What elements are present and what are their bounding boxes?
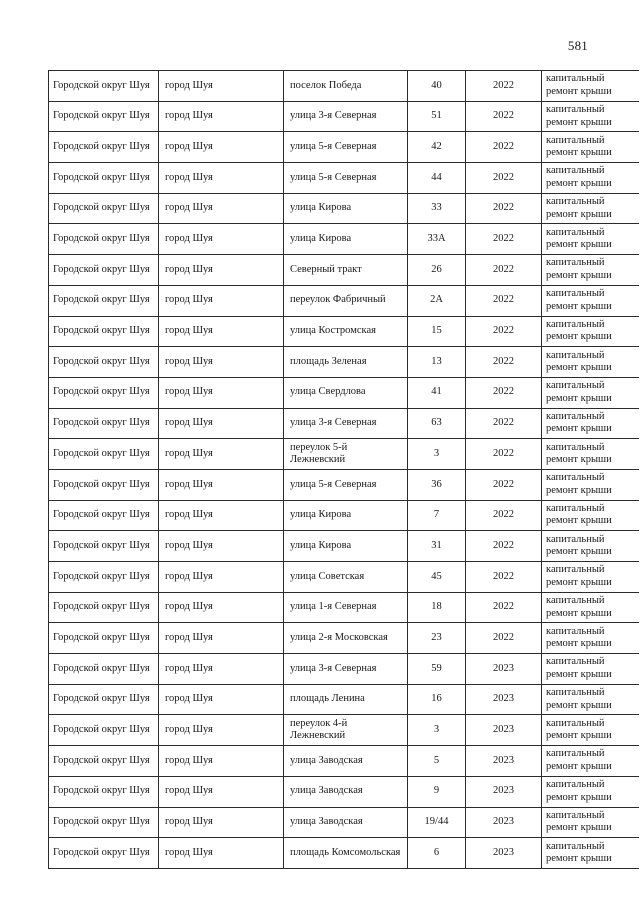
year-cell: 2022 xyxy=(466,469,542,500)
city-cell: город Шуя xyxy=(159,285,284,316)
work-type-cell: капитальный ремонт крыши xyxy=(542,469,639,500)
work-type-cell: капитальный ремонт крыши xyxy=(542,316,639,347)
street-cell: площадь Комсомольская xyxy=(284,838,408,869)
house-number-cell: 31 xyxy=(408,531,466,562)
district-cell: Городской округ Шуя xyxy=(49,408,159,439)
city-cell: город Шуя xyxy=(159,469,284,500)
table-row xyxy=(49,439,639,470)
district-cell: Городской округ Шуя xyxy=(49,684,159,715)
street-cell: улица Кирова xyxy=(284,531,408,562)
table-row xyxy=(49,776,639,807)
table-row xyxy=(49,838,639,869)
house-number-cell: 33 xyxy=(408,193,466,224)
street-cell: улица Советская xyxy=(284,562,408,593)
work-type-cell: капитальный ремонт крыши xyxy=(542,71,639,102)
table-row xyxy=(49,255,639,286)
street-cell: улица Свердлова xyxy=(284,377,408,408)
district-cell: Городской округ Шуя xyxy=(49,531,159,562)
year-cell: 2022 xyxy=(466,500,542,531)
city-cell: город Шуя xyxy=(159,776,284,807)
work-type-cell: капитальный ремонт крыши xyxy=(542,776,639,807)
city-cell: город Шуя xyxy=(159,101,284,132)
city-cell: город Шуя xyxy=(159,408,284,439)
year-cell: 2023 xyxy=(466,776,542,807)
house-number-cell: 33А xyxy=(408,224,466,255)
page-number: 581 xyxy=(567,38,588,53)
street-cell: переулок Фабричный xyxy=(284,285,408,316)
district-cell: Городской округ Шуя xyxy=(49,285,159,316)
year-cell: 2022 xyxy=(466,71,542,102)
table-row xyxy=(49,347,639,378)
street-cell: улица Заводская xyxy=(284,807,408,838)
table-row xyxy=(49,715,639,746)
year-cell: 2022 xyxy=(466,132,542,163)
house-number-cell: 51 xyxy=(408,101,466,132)
city-cell: город Шуя xyxy=(159,592,284,623)
year-cell: 2022 xyxy=(466,562,542,593)
table-row xyxy=(49,807,639,838)
table-row xyxy=(49,132,639,163)
house-number-cell: 63 xyxy=(408,408,466,439)
year-cell: 2022 xyxy=(466,255,542,286)
city-cell: город Шуя xyxy=(159,623,284,654)
city-cell: город Шуя xyxy=(159,715,284,746)
house-number-cell: 42 xyxy=(408,132,466,163)
work-type-cell: капитальный ремонт крыши xyxy=(542,684,639,715)
district-cell: Городской округ Шуя xyxy=(49,224,159,255)
house-number-cell: 45 xyxy=(408,562,466,593)
work-type-cell: капитальный ремонт крыши xyxy=(542,377,639,408)
house-number-cell: 3 xyxy=(408,715,466,746)
street-cell: улица Кирова xyxy=(284,193,408,224)
year-cell: 2023 xyxy=(466,838,542,869)
year-cell: 2022 xyxy=(466,623,542,654)
street-cell: переулок 4-й Лежневский xyxy=(284,715,408,746)
year-cell: 2023 xyxy=(466,746,542,777)
work-type-cell: капитальный ремонт крыши xyxy=(542,132,639,163)
city-cell: город Шуя xyxy=(159,654,284,685)
year-cell: 2022 xyxy=(466,101,542,132)
work-type-cell: капитальный ремонт крыши xyxy=(542,746,639,777)
house-number-cell: 59 xyxy=(408,654,466,685)
city-cell: город Шуя xyxy=(159,439,284,470)
district-cell: Городской округ Шуя xyxy=(49,377,159,408)
street-cell: улица 3-я Северная xyxy=(284,654,408,685)
work-type-cell: капитальный ремонт крыши xyxy=(542,592,639,623)
district-cell: Городской округ Шуя xyxy=(49,163,159,194)
house-number-cell: 2А xyxy=(408,285,466,316)
work-type-cell: капитальный ремонт крыши xyxy=(542,623,639,654)
house-number-cell: 44 xyxy=(408,163,466,194)
city-cell: город Шуя xyxy=(159,377,284,408)
city-cell: город Шуя xyxy=(159,71,284,102)
work-type-cell: капитальный ремонт крыши xyxy=(542,838,639,869)
work-type-cell: капитальный ремонт крыши xyxy=(542,562,639,593)
city-cell: город Шуя xyxy=(159,316,284,347)
year-cell: 2023 xyxy=(466,715,542,746)
work-type-cell: капитальный ремонт крыши xyxy=(542,285,639,316)
street-cell: улица 5-я Северная xyxy=(284,163,408,194)
year-cell: 2022 xyxy=(466,163,542,194)
district-cell: Городской округ Шуя xyxy=(49,347,159,378)
work-type-cell: капитальный ремонт крыши xyxy=(542,500,639,531)
district-cell: Городской округ Шуя xyxy=(49,101,159,132)
work-type-cell: капитальный ремонт крыши xyxy=(542,531,639,562)
house-number-cell: 3 xyxy=(408,439,466,470)
work-type-cell: капитальный ремонт крыши xyxy=(542,347,639,378)
city-cell: город Шуя xyxy=(159,132,284,163)
street-cell: площадь Зеленая xyxy=(284,347,408,378)
table-row xyxy=(49,316,639,347)
city-cell: город Шуя xyxy=(159,255,284,286)
district-cell: Городской округ Шуя xyxy=(49,807,159,838)
street-cell: улица 3-я Северная xyxy=(284,101,408,132)
district-cell: Городской округ Шуя xyxy=(49,439,159,470)
district-cell: Городской округ Шуя xyxy=(49,562,159,593)
street-cell: Северный тракт xyxy=(284,255,408,286)
work-type-cell: капитальный ремонт крыши xyxy=(542,193,639,224)
street-cell: площадь Ленина xyxy=(284,684,408,715)
table-row xyxy=(49,623,639,654)
table-row xyxy=(49,285,639,316)
work-type-cell: капитальный ремонт крыши xyxy=(542,715,639,746)
street-cell: улица Заводская xyxy=(284,746,408,777)
district-cell: Городской округ Шуя xyxy=(49,654,159,685)
district-cell: Городской округ Шуя xyxy=(49,623,159,654)
year-cell: 2022 xyxy=(466,531,542,562)
house-number-cell: 6 xyxy=(408,838,466,869)
district-cell: Городской округ Шуя xyxy=(49,838,159,869)
street-cell: улица 3-я Северная xyxy=(284,408,408,439)
city-cell: город Шуя xyxy=(159,684,284,715)
table-row xyxy=(49,469,639,500)
work-type-cell: капитальный ремонт крыши xyxy=(542,163,639,194)
district-cell: Городской округ Шуя xyxy=(49,469,159,500)
street-cell: улица 5-я Северная xyxy=(284,132,408,163)
year-cell: 2022 xyxy=(466,347,542,378)
street-cell: улица Кирова xyxy=(284,500,408,531)
house-number-cell: 9 xyxy=(408,776,466,807)
house-number-cell: 19/44 xyxy=(408,807,466,838)
year-cell: 2023 xyxy=(466,684,542,715)
year-cell: 2023 xyxy=(466,807,542,838)
table-row xyxy=(49,408,639,439)
city-cell: город Шуя xyxy=(159,347,284,378)
work-type-cell: капитальный ремонт крыши xyxy=(542,101,639,132)
table-row xyxy=(49,224,639,255)
city-cell: город Шуя xyxy=(159,500,284,531)
table-row xyxy=(49,193,639,224)
city-cell: город Шуя xyxy=(159,531,284,562)
house-number-cell: 36 xyxy=(408,469,466,500)
table-row xyxy=(49,101,639,132)
district-cell: Городской округ Шуя xyxy=(49,71,159,102)
house-number-cell: 13 xyxy=(408,347,466,378)
city-cell: город Шуя xyxy=(159,746,284,777)
house-number-cell: 26 xyxy=(408,255,466,286)
repair-schedule-table xyxy=(48,70,639,869)
district-cell: Городской округ Шуя xyxy=(49,746,159,777)
table-row xyxy=(49,377,639,408)
table-row xyxy=(49,71,639,102)
house-number-cell: 40 xyxy=(408,71,466,102)
city-cell: город Шуя xyxy=(159,193,284,224)
city-cell: город Шуя xyxy=(159,163,284,194)
year-cell: 2022 xyxy=(466,377,542,408)
city-cell: город Шуя xyxy=(159,224,284,255)
house-number-cell: 18 xyxy=(408,592,466,623)
year-cell: 2022 xyxy=(466,316,542,347)
table-row xyxy=(49,531,639,562)
year-cell: 2022 xyxy=(466,224,542,255)
street-cell: улица 5-я Северная xyxy=(284,469,408,500)
district-cell: Городской округ Шуя xyxy=(49,255,159,286)
work-type-cell: капитальный ремонт крыши xyxy=(542,224,639,255)
year-cell: 2022 xyxy=(466,285,542,316)
year-cell: 2022 xyxy=(466,592,542,623)
table-row xyxy=(49,163,639,194)
work-type-cell: капитальный ремонт крыши xyxy=(542,439,639,470)
street-cell: улица Костромская xyxy=(284,316,408,347)
house-number-cell: 7 xyxy=(408,500,466,531)
house-number-cell: 5 xyxy=(408,746,466,777)
street-cell: улица Заводская xyxy=(284,776,408,807)
street-cell: улица 2-я Московская xyxy=(284,623,408,654)
table-row xyxy=(49,654,639,685)
city-cell: город Шуя xyxy=(159,562,284,593)
house-number-cell: 16 xyxy=(408,684,466,715)
table-body xyxy=(49,71,639,869)
district-cell: Городской округ Шуя xyxy=(49,776,159,807)
district-cell: Городской округ Шуя xyxy=(49,132,159,163)
city-cell: город Шуя xyxy=(159,838,284,869)
district-cell: Городской округ Шуя xyxy=(49,193,159,224)
work-type-cell: капитальный ремонт крыши xyxy=(542,654,639,685)
table-row xyxy=(49,562,639,593)
street-cell: улица Кирова xyxy=(284,224,408,255)
house-number-cell: 41 xyxy=(408,377,466,408)
work-type-cell: капитальный ремонт крыши xyxy=(542,807,639,838)
house-number-cell: 23 xyxy=(408,623,466,654)
year-cell: 2023 xyxy=(466,654,542,685)
district-cell: Городской округ Шуя xyxy=(49,316,159,347)
city-cell: город Шуя xyxy=(159,807,284,838)
district-cell: Городской округ Шуя xyxy=(49,500,159,531)
table-row xyxy=(49,592,639,623)
street-cell: улица 1-я Северная xyxy=(284,592,408,623)
street-cell: поселок Победа xyxy=(284,71,408,102)
district-cell: Городской округ Шуя xyxy=(49,592,159,623)
district-cell: Городской округ Шуя xyxy=(49,715,159,746)
year-cell: 2022 xyxy=(466,193,542,224)
work-type-cell: капитальный ремонт крыши xyxy=(542,255,639,286)
year-cell: 2022 xyxy=(466,408,542,439)
table-row xyxy=(49,500,639,531)
table-row xyxy=(49,684,639,715)
year-cell: 2022 xyxy=(466,439,542,470)
work-type-cell: капитальный ремонт крыши xyxy=(542,408,639,439)
table-row xyxy=(49,746,639,777)
street-cell: переулок 5-й Лежневский xyxy=(284,439,408,470)
house-number-cell: 15 xyxy=(408,316,466,347)
